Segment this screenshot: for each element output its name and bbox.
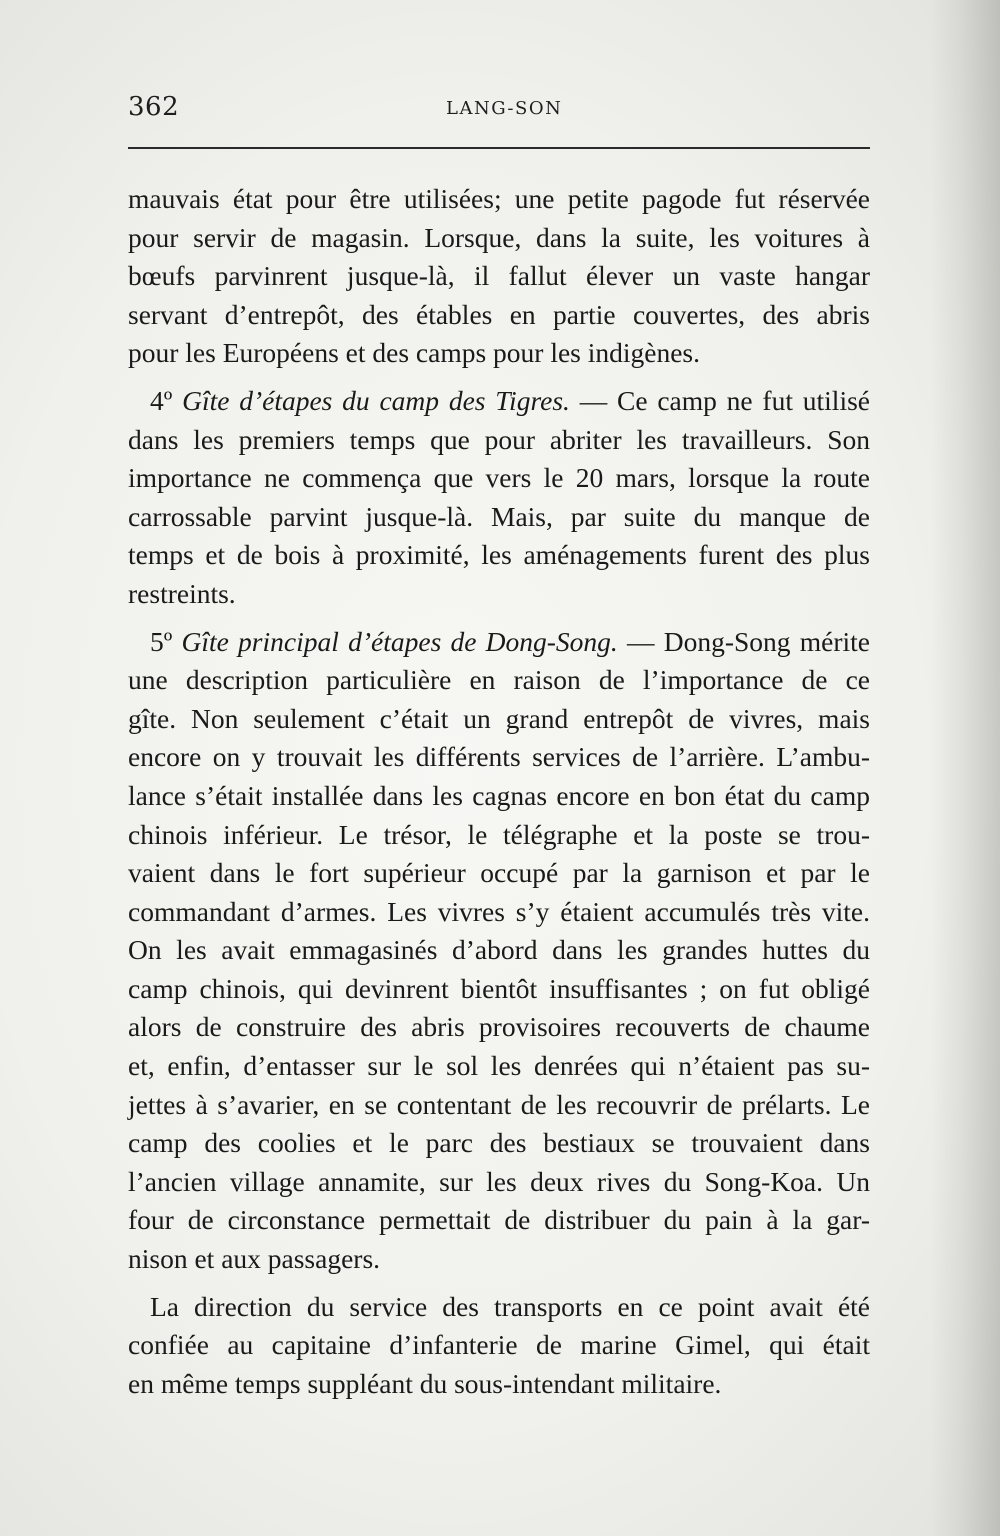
text-line: importance ne commença que vers le 20 mars, lorsque la route bbox=[128, 462, 870, 494]
paragraph-camp-des-tigres bbox=[128, 382, 870, 614]
text-line: dans les premiers temps que pour abriter les travailleurs. Son bbox=[128, 423, 870, 455]
paragraph-dong-song bbox=[128, 623, 870, 1279]
text-fragment: — Dong-Song mérite bbox=[627, 625, 870, 657]
text-line: pour servir de magasin. Lorsque, dans la suite, les voitures à bbox=[128, 221, 870, 253]
text-line: pour les Européens et des camps pour les indigènes. bbox=[128, 337, 701, 369]
text-line: carrossable parvint jusque-là. Mais, par suite du manque de bbox=[128, 500, 870, 532]
text-line: commandant d’armes. Les vivres s’y étaient accumulés très vite. bbox=[128, 895, 870, 927]
text-line: une description particulière en raison de l’importance de ce bbox=[128, 664, 870, 696]
text-line: servant d’entrepôt, des étables en partie couvertes, des abris bbox=[128, 298, 870, 330]
text-line: restreints. bbox=[128, 577, 236, 609]
section-heading: Gîte principal d’étapes de Dong-Song. bbox=[181, 625, 618, 657]
paragraph-first-line bbox=[128, 623, 870, 662]
section-number: 4º bbox=[150, 384, 173, 416]
running-header bbox=[128, 92, 870, 128]
page-number: 362 bbox=[128, 92, 180, 122]
section-number: 5º bbox=[150, 625, 173, 657]
paragraph-continuation bbox=[128, 180, 870, 373]
text-line: encore on y trouvait les différents services de l’arrière. L’ambu- bbox=[128, 741, 870, 773]
text-line: lance s’était installée dans les cagnas encore en bon état du camp bbox=[128, 779, 870, 811]
text-line: camp chinois, qui devinrent bientôt insuffisantes ; on fut obligé bbox=[128, 972, 870, 1004]
text-line: four de circonstance permettait de distribuer du pain à la gar- bbox=[128, 1204, 870, 1236]
text-line: nison et aux passagers. bbox=[128, 1243, 381, 1275]
text-line: vaient dans le fort supérieur occupé par la garnison et par le bbox=[128, 857, 870, 889]
text-line: confiée au capitaine d’infanterie de marine Gimel, qui était bbox=[128, 1329, 870, 1361]
text-line: bœufs parvinrent jusque-là, il fallut élever un vaste hangar bbox=[128, 260, 870, 292]
text-line: temps et de bois à proximité, les aménagements furent des plus bbox=[128, 539, 870, 571]
text-fragment: — Ce camp ne fut utilisé bbox=[579, 384, 870, 416]
text-line: gîte. Non seulement c’était un grand entrepôt de vivres, mais bbox=[128, 702, 870, 734]
text-line: et, enfin, d’entasser sur le sol les denrées qui n’étaient pas su- bbox=[128, 1050, 870, 1082]
text-line: chinois inférieur. Le trésor, le télégraphe et la poste se trou- bbox=[128, 818, 870, 850]
paragraph-first-line bbox=[128, 382, 870, 421]
text-line: camp des coolies et le parc des bestiaux se trouvaient dans bbox=[128, 1127, 870, 1159]
header-rule bbox=[128, 147, 870, 149]
paragraph-direction bbox=[128, 1288, 870, 1404]
page-edge-shadow bbox=[930, 0, 1000, 1536]
text-line: La direction du service des transports en ce point avait été bbox=[150, 1290, 870, 1322]
text-line: On les avait emmagasinés d’abord dans les grandes huttes du bbox=[128, 934, 870, 966]
running-title: LANG-SON bbox=[446, 98, 563, 119]
section-heading: Gîte d’étapes du camp des Tigres. bbox=[182, 384, 570, 416]
text-line: en même temps suppléant du sous-intendant militaire. bbox=[128, 1367, 722, 1399]
text-line: alors de construire des abris provisoires recouverts de chaume bbox=[128, 1011, 870, 1043]
body-text bbox=[128, 180, 870, 1412]
text-line: jettes à s’avarier, en se contentant de les recouvrir de prélarts. Le bbox=[128, 1088, 870, 1120]
text-line: l’ancien village annamite, sur les deux rives du Song-Koa. Un bbox=[128, 1165, 870, 1197]
text-line: mauvais état pour être utilisées; une petite pagode fut réservée bbox=[128, 183, 870, 214]
